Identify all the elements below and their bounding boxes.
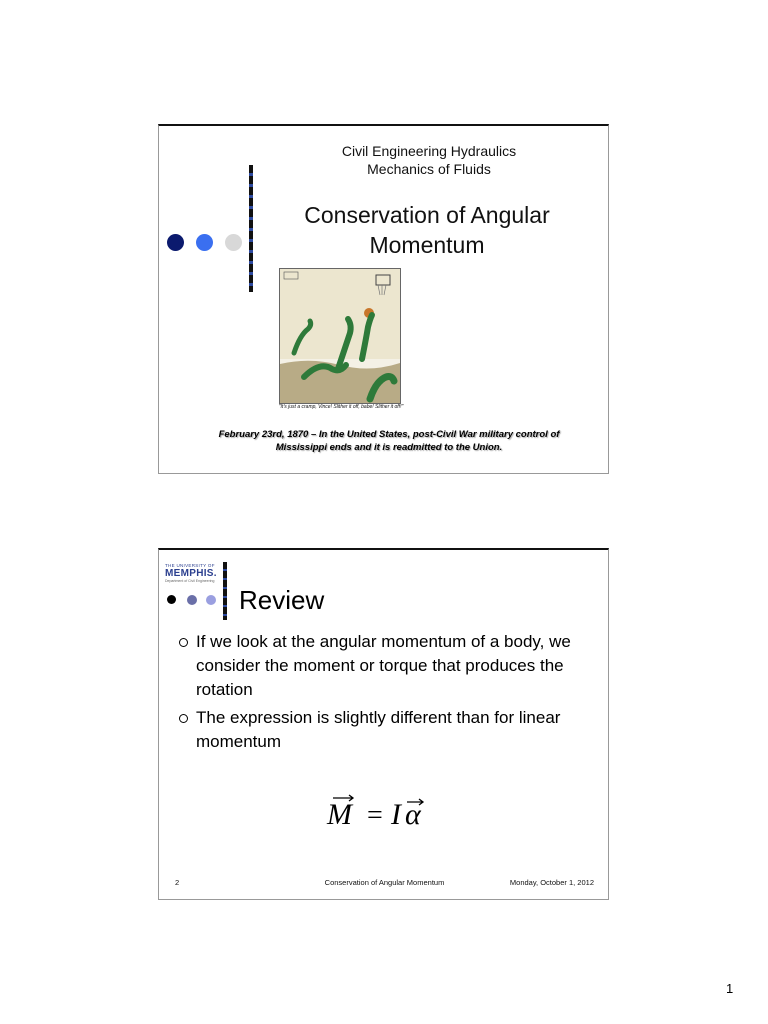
slide-number: 2 <box>175 878 180 887</box>
title-line-1: Conservation of Angular <box>304 202 550 228</box>
slide-title <box>277 200 577 260</box>
bullet-list <box>177 630 597 758</box>
historical-note <box>189 428 589 454</box>
logo-line-1: THE UNIVERSITY OF <box>165 563 215 568</box>
title-line-2: Momentum <box>369 232 485 258</box>
cartoon-illustration <box>280 269 400 403</box>
list-item <box>177 706 597 754</box>
bullet-text: If we look at the angular momentum of a body, we consider the moment or torque that produces the rotation <box>196 632 571 699</box>
equation-moment-inertia <box>319 788 449 838</box>
cartoon-caption: "It's just a cramp, Vince! Slither it off, babe! Slither it off!" <box>278 404 404 410</box>
logo-line-3: Department of Civil Engineering <box>165 579 215 583</box>
course-line-2: Mechanics of Fluids <box>367 161 491 177</box>
circle-bullet-icon <box>179 638 188 647</box>
footer-date: Monday, October 1, 2012 <box>509 878 594 887</box>
slide-1 <box>158 124 609 474</box>
footer-title: Conservation of Angular Momentum <box>324 878 445 887</box>
decorative-dot <box>187 595 197 605</box>
decorative-vertical-bar <box>223 562 227 620</box>
decorative-dot <box>167 595 176 604</box>
slide-2 <box>158 548 609 900</box>
cartoon-image <box>279 268 401 404</box>
bullet-text: The expression is slightly different than for linear momentum <box>196 708 561 751</box>
svg-text:=: = <box>367 800 383 831</box>
decorative-dot <box>167 234 184 251</box>
course-line-1: Civil Engineering Hydraulics <box>341 143 517 159</box>
decorative-dot <box>225 234 242 251</box>
list-item <box>177 630 597 702</box>
slide-title: Review <box>239 585 325 615</box>
university-logo <box>165 563 219 585</box>
course-name <box>299 142 559 178</box>
historical-note-line-1: February 23rd, 1870 – In the United States, post-Civil War military control of <box>218 429 560 440</box>
svg-text:I: I <box>391 798 401 831</box>
circle-bullet-icon <box>179 714 188 723</box>
page-number: 1 <box>726 981 734 996</box>
logo-line-2: MEMPHIS. <box>165 568 217 579</box>
decorative-dot <box>196 234 213 251</box>
svg-text:α: α <box>405 798 421 831</box>
decorative-vertical-bar <box>249 165 253 292</box>
decorative-dot <box>206 595 216 605</box>
svg-text:M: M <box>327 798 352 831</box>
historical-note-line-2: Mississippi ends and it is readmitted to the Union. <box>275 442 503 453</box>
